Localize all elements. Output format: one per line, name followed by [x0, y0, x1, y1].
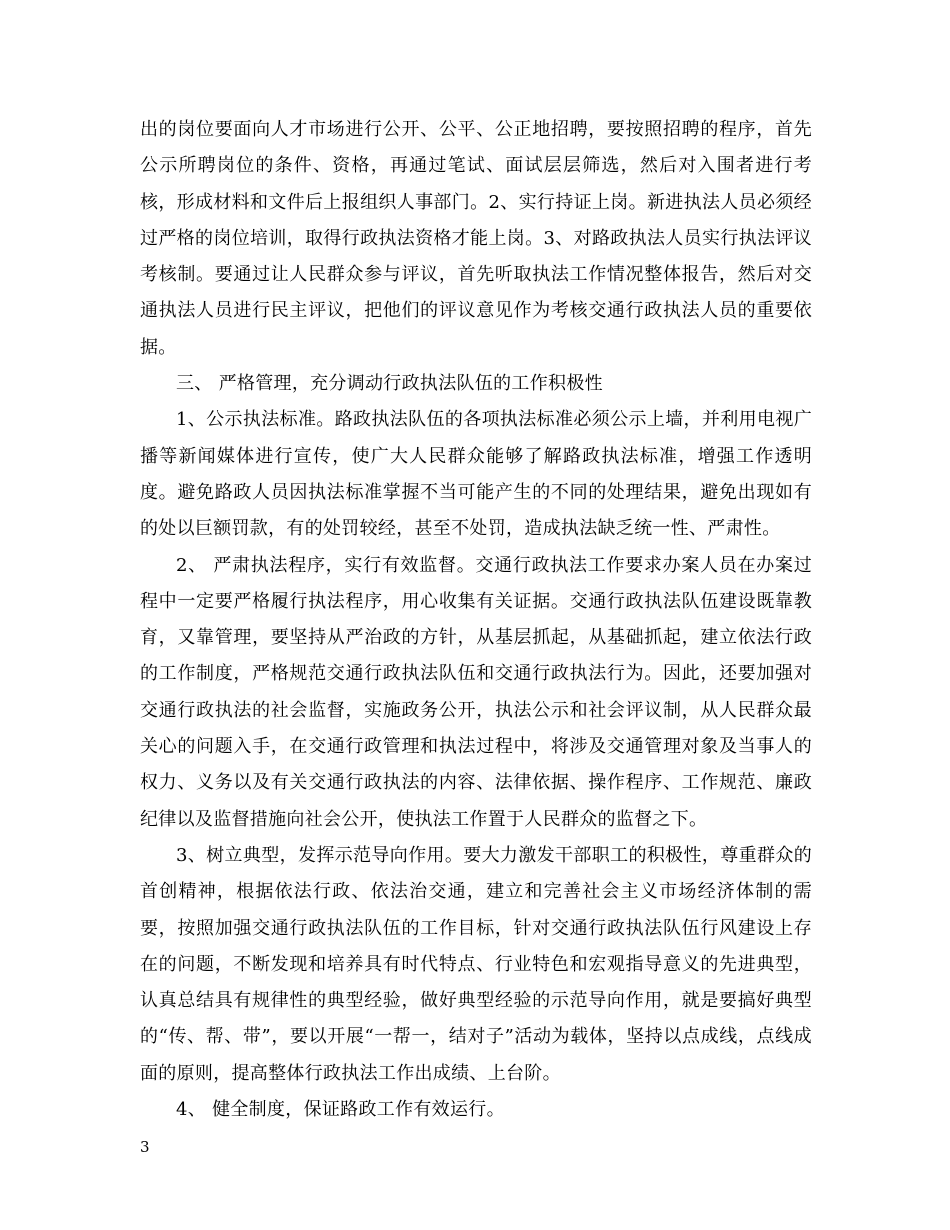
paragraph-establish-models: 3、树立典型，发挥示范导向作用。要大力激发干部职工的积极性，尊重群众的首创精神，根据依法行政、依法治交通，建立和完善社会主义市场经济体制的需要，按照加强交通行政执法队伍的工作目标，针对交通行政执法队伍行风建设上存在的问题，不断发现和培养具有时代特点、行业特色和宏观指导意义的先进典型，认真总结具有规律性的典型经验，做好典型经验的示范导向作用，就是要搞好典型的“传、帮、带”，要以开展“一帮一，结对子”活动为载体，坚持以点成线，点线成面的原则，提高整体行政执法工作出成绩、上台阶。	[140, 844, 812, 1084]
section-heading: 三、 严格管理，充分调动行政执法队伍的工作积极性	[176, 373, 603, 395]
paragraph-improve-systems: 4、 健全制度，保证路政工作有效运行。	[176, 1099, 505, 1121]
page-number: 3	[140, 1138, 150, 1156]
document-body	[140, 112, 812, 1128]
paragraph-publicize-standards: 1、公示执法标准。路政执法队伍的各项执法标准必须公示上墙，并利用电视广播等新闻媒体进行宣传，使广大人民群众能够了解路政执法标准，增强工作透明度。避免路政人员因执法标准掌握不当可能产生的不同的处理结果，避免出现如有的处以巨额罚款，有的处罚较经，甚至不处罚，造成执法缺乏统一性、严肃性。	[140, 409, 812, 540]
paragraph-continuation: 出的岗位要面向人才市场进行公开、公平、公正地招聘，要按照招聘的程序，首先公示所聘岗位的条件、资格，再通过笔试、面试层层筛选，然后对入围者进行考核，形成材料和文件后上报组织人事部门。2、实行持证上岗。新进执法人员必须经过严格的岗位培训，取得行政执法资格才能上岗。3、对路政执法人员实行执法评议考核制。要通过让人民群众参与评议，首先听取执法工作情况整体报告，然后对交通执法人员进行民主评议，把他们的评议意见作为考核交通行政执法人员的重要依据。	[140, 119, 812, 358]
paragraph-enforcement-procedure: 2、 严肃执法程序，实行有效监督。交通行政执法工作要求办案人员在办案过程中一定要严格履行执法程序，用心收集有关证据。交通行政执法队伍建设既靠教育，又靠管理，要坚持从严治政的方针，从基层抓起，从基础抓起，建立依法行政的工作制度，严格规范交通行政执法队伍和交通行政执法行为。因此，还要加强对交通行政执法的社会监督，实施政务公开，执法公示和社会评议制，从人民群众最关心的问题入手，在交通行政管理和执法过程中，将涉及交通管理对象及当事人的权力、义务以及有关交通行政执法的内容、法律依据、操作程序、工作规范、廉政纪律以及监督措施向社会公开，使执法工作置于人民群众的监督之下。	[140, 554, 812, 830]
